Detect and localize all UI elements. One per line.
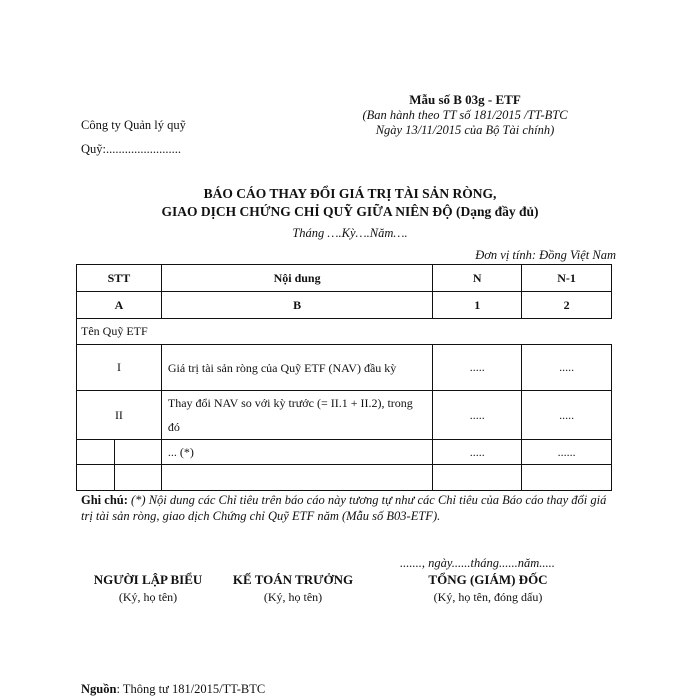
signature-date-line: ......., ngày......tháng......năm..... (400, 556, 555, 570)
source-line (81, 682, 265, 697)
header-stt: STT (77, 265, 162, 292)
row-content: Thay đổi NAV so với kỳ trước (= II.1 + II.2), trong đó (161, 391, 432, 440)
company-name: Công ty Quản lý quỹ (81, 118, 186, 132)
signature-role: KẾ TOÁN TRƯỞNG (232, 572, 354, 587)
header-n-1: N-1 (522, 265, 612, 292)
signature-director (400, 572, 576, 605)
table-header-row (77, 265, 612, 292)
row-content: Giá trị tài sản ròng của Quỹ ETF (NAV) đầu kỳ (161, 345, 432, 391)
row-stt (114, 440, 161, 464)
signature-hint: (Ký, họ tên) (118, 590, 178, 604)
code-2: 2 (522, 292, 612, 319)
row-value-n (433, 465, 522, 491)
header-content: Nội dung (161, 265, 432, 292)
code-1: 1 (433, 292, 522, 319)
currency-unit: Đơn vị tính: Đồng Việt Nam (475, 248, 616, 262)
row-value-n-1: ...... (522, 440, 612, 465)
issuance-line-2: Ngày 13/11/2015 của Bộ Tài chính) (375, 123, 555, 137)
fund-name: Quỹ:........................ (81, 142, 181, 156)
signature-hint: (Ký, họ tên) (263, 590, 323, 604)
issuance-line-1: (Ban hành theo TT số 181/2015 /TT-BTC (362, 108, 568, 122)
section-fund-name: Tên Quỹ ETF (77, 319, 612, 345)
source-label: Nguồn (81, 682, 117, 696)
table-row (77, 440, 612, 465)
table-section-row (77, 319, 612, 345)
row-value-n-1 (522, 465, 612, 491)
table-row (77, 391, 612, 440)
signature-role: NGƯỜI LẬP BIỂU (93, 572, 203, 587)
signature-accountant (222, 572, 364, 605)
signature-role: TỔNG (GIÁM) ĐỐC (428, 572, 548, 587)
issuance-note (330, 108, 600, 138)
row-stt-split (77, 465, 162, 491)
report-title-line-1: BÁO CÁO THAY ĐỔI GIÁ TRỊ TÀI SẢN RÒNG, (203, 186, 497, 201)
code-b: B (161, 292, 432, 319)
table-row (77, 465, 612, 491)
source-text: : Thông tư 181/2015/TT-BTC (116, 682, 266, 696)
code-a: A (77, 292, 162, 319)
row-value-n-1: ..... (522, 391, 612, 440)
row-value-n-1: ..... (522, 345, 612, 391)
table-row (77, 345, 612, 391)
row-stt: I (77, 345, 162, 391)
row-content (161, 465, 432, 491)
header-n: N (433, 265, 522, 292)
row-content: ... (*) (161, 440, 432, 465)
row-value-n: ..... (433, 440, 522, 465)
footnote-label: Ghi chú: (81, 493, 128, 507)
table-code-row (77, 292, 612, 319)
row-stt-split (77, 440, 162, 465)
form-number: Mẫu số B 03g - ETF (409, 92, 521, 107)
row-stt: II (77, 391, 162, 440)
row-value-n: ..... (433, 345, 522, 391)
report-period: Tháng ….Kỳ….Năm…. (292, 226, 408, 240)
row-value-n: ..... (433, 391, 522, 440)
footnote-text: (*) Nội dung các Chỉ tiêu trên báo cáo này tương tự như các Chỉ tiêu của Báo cáo thay đổi giá trị tài sản ròng, giao dịch Chứng chỉ Quỹ ETF năm (Mẫu số B03-ETF). (81, 493, 607, 523)
report-table (76, 264, 612, 491)
signature-hint: (Ký, họ tên, đóng dấu) (433, 590, 543, 604)
report-title-line-2: GIAO DỊCH CHỨNG CHỈ QUỸ GIỮA NIÊN ĐỘ (Dạng đầy đủ) (161, 204, 539, 219)
row-stt (114, 465, 161, 490)
footnote (81, 492, 621, 524)
signature-preparer (78, 572, 218, 605)
